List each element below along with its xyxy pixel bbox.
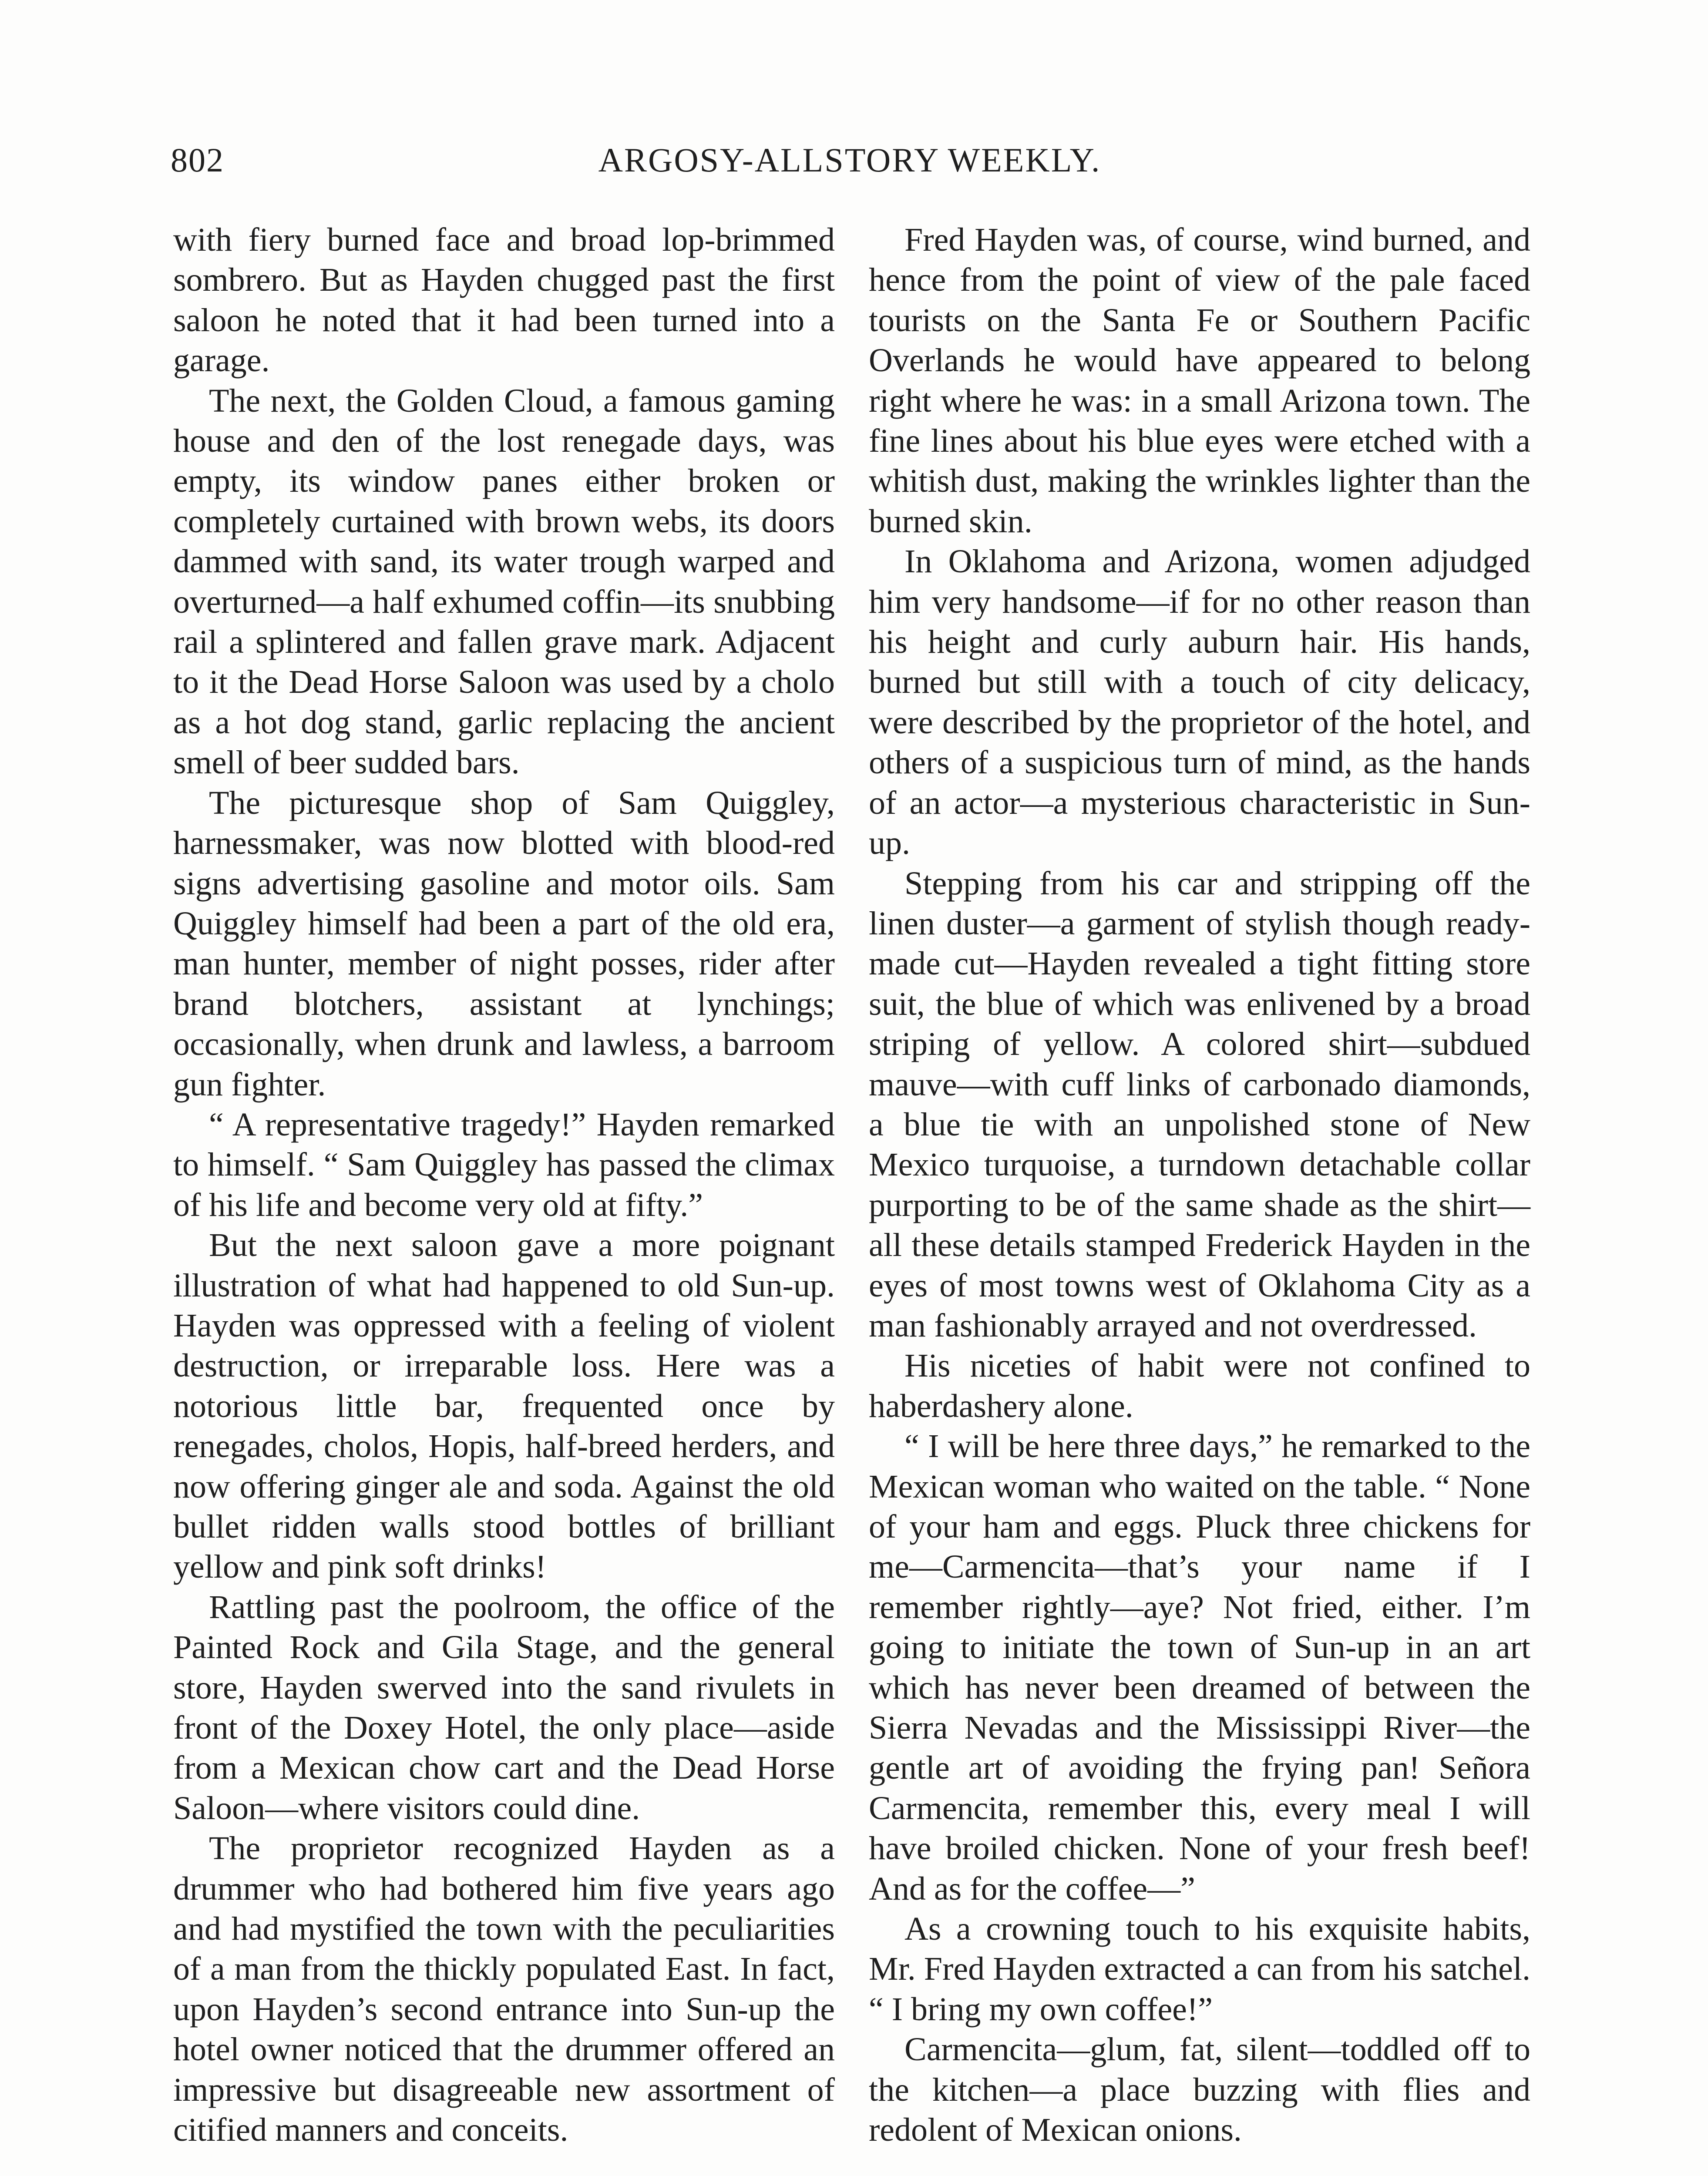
paragraph: Fred Hayden was, of course, wind burned, and hence from the point of view of the pale faced tourists on the Santa Fe or Southern Pacific Overlands he would have appeared to belong right where he was: in a small Arizona town. The fine lines about his blue eyes were etched with a whitish dust, making the wrinkles lighter than the burned skin. <box>869 222 1530 540</box>
paragraph: with fiery burned face and broad lop-brimmed sombrero. But as Hayden chugged past the first saloon he noted that it had been turned into a garage. <box>173 222 835 379</box>
right-column <box>869 220 1530 2150</box>
paragraph: Carmencita—glum, fat, silent—toddled off to the kitchen—a place buzzing with flies and redolent of Mexican onions. <box>869 2031 1530 2149</box>
paragraph: The picturesque shop of Sam Quiggley, harnessmaker, was now blotted with blood-red signs advertising gasoline and motor oils. Sam Quiggley himself had been a part of the old era, man hunter, member of night posses, rider after brand blotchers, assistant at lynchings; occasionally, when drunk and lawless, a barroom gun fighter. <box>173 784 835 1103</box>
paragraph: In Oklahoma and Arizona, women adjudged him very handsome—if for no other reason than his height and curly auburn hair. His hands, burned but still with a touch of city delicacy, were described by the proprietor of the hotel, and others of a suspicious turn of mind, as the hands of an actor—a mysterious characteristic in Sun-up. <box>869 543 1530 862</box>
running-title: ARGOSY-ALLSTORY WEEKLY. <box>598 141 1101 179</box>
paragraph: The proprietor recognized Hayden as a drummer who had bothered him five years ago and had mystified the town with the peculiarities of a man from the thickly populated East. In fact, upon Hayden’s second entrance into Sun-up the hotel owner noticed that the drummer offered an impressive but disagreeable new assortment of citified manners and conceits. <box>173 1830 835 2149</box>
paragraph: “ I will be here three days,” he remarked to the Mexican woman who waited on the table. “ None of your ham and eggs. Pluck three chickens for me—Carmencita—that’s your name if I remember rightly—aye? Not fried, either. I’m going to initiate the town of Sun-up in an art which has never been dreamed of between the Sierra Nevadas and the Mississippi River—the gentle art of avoiding the frying pan! Señora Carmencita, remember this, every meal I will have broiled chicken. None of your fresh beef! And as for the coffee—” <box>869 1428 1530 1907</box>
paragraph: The next, the Golden Cloud, a famous gaming house and den of the lost renegade days, was empty, its window panes either broken or completely curtained with brown webs, its doors dammed with sand, its water trough warped and overturned—a half exhumed coffin—its snubbing rail a splintered and fallen grave mark. Adjacent to it the Dead Horse Saloon was used by a cholo as a hot dog stand, garlic replacing the ancient smell of beer sudded bars. <box>173 382 835 781</box>
page-header <box>171 138 1529 182</box>
left-column <box>173 220 835 2150</box>
page-number: 802 <box>171 141 224 179</box>
paragraph: But the next saloon gave a more poignant illustration of what had happened to old Sun-up. Hayden was oppressed with a feeling of violent destruction, or irreparable loss. Here was a notorious little bar, frequented once by renegades, cholos, Hopis, half-breed herders, and now offering ginger ale and soda. Against the old bullet ridden walls stood bottles of brilliant yellow and pink soft drinks! <box>173 1227 835 1585</box>
paragraph: As a crowning touch to his exquisite habits, Mr. Fred Hayden extracted a can from his satchel. “ I bring my own coffee!” <box>869 1911 1530 2028</box>
paragraph: Stepping from his car and stripping off the linen duster—a garment of stylish though ready-made cut—Hayden revealed a tight fitting store suit, the blue of which was enlivened by a broad striping of yellow. A colored shirt—subdued mauve—with cuff links of carbonado diamonds, a blue tie with an unpolished stone of New Mexico turquoise, a turndown detachable collar purporting to be of the same shade as the shirt—all these details stamped Frederick Hayden in the eyes of most towns west of Oklahoma City as a man fashionably arrayed and not overdressed. <box>869 865 1530 1344</box>
paragraph: Rattling past the poolroom, the office of the Painted Rock and Gila Stage, and the general store, Hayden swerved into the sand rivulets in front of the Doxey Hotel, the only place—aside from a Mexican chow cart and the Dead Horse Saloon—where visitors could dine. <box>173 1588 835 1827</box>
paragraph: His niceties of habit were not confined to haberdashery alone. <box>869 1347 1530 1424</box>
paragraph: “ A representative tragedy!” Hayden remarked to himself. “ Sam Quiggley has passed the climax of his life and become very old at fifty.” <box>173 1106 835 1223</box>
